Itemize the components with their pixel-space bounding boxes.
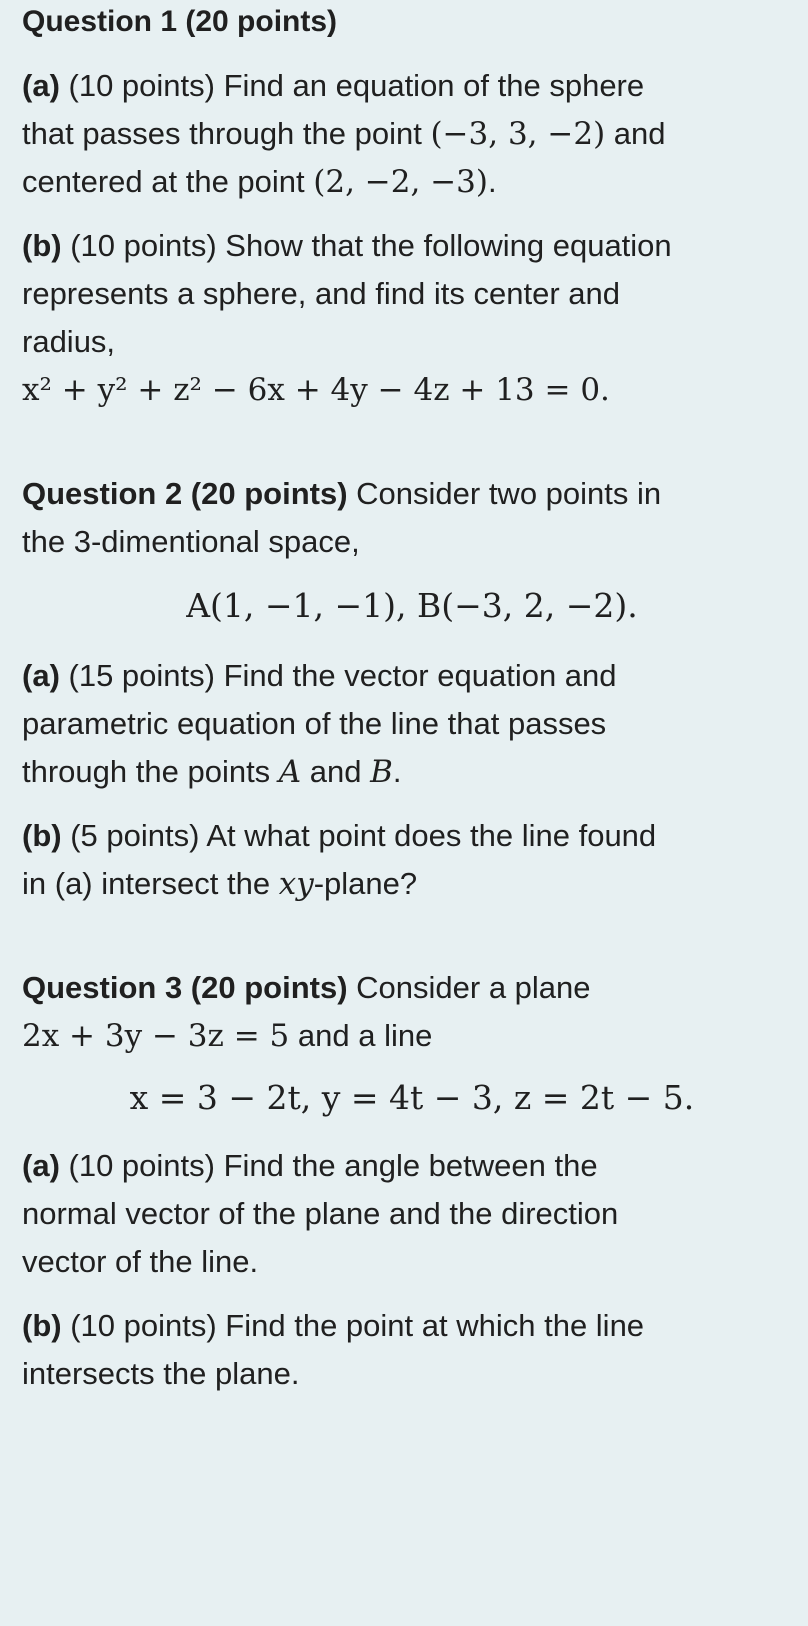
q1-part-a — [22, 62, 802, 110]
q2-a-line3-end: . — [392, 754, 402, 789]
q3-part-a — [22, 1142, 802, 1190]
q3-a-line1: (10 points) Find the angle between the — [68, 1148, 598, 1183]
q1-b-line1: (10 points) Show that the following equation — [70, 228, 672, 263]
question-2-title: Question 2 (20 points) — [22, 476, 348, 511]
q1-a-line3: centered at the point — [22, 164, 314, 199]
q2-part-b — [22, 812, 802, 860]
q1-a-tag: (a) — [22, 68, 60, 103]
q2-a-point-a: A — [278, 754, 302, 790]
q3-intro-line2: and a line — [289, 1018, 433, 1053]
q3-b-line1: (10 points) Find the point at which the line — [70, 1308, 645, 1343]
q2-a-and: and — [301, 754, 371, 789]
q2-a-line2: parametric equation of the line that passes — [22, 706, 607, 741]
q1-b-line2: represents a sphere, and find its center and — [22, 276, 620, 311]
q2-b-line2: in (a) intersect the — [22, 866, 279, 901]
q3-part-b — [22, 1302, 802, 1350]
q2-intro-line2: the 3-dimentional space, — [22, 524, 360, 559]
q3-a-line3: vector of the line. — [22, 1244, 259, 1279]
q1-a-line2-end: and — [605, 116, 666, 151]
q1-b-equation: x² + y² + z² − 6x + 4y − 4z + 13 = 0. — [22, 372, 610, 408]
question-1-title: Question 1 (20 points) — [22, 5, 338, 38]
q3-b-line2: intersects the plane. — [22, 1356, 300, 1391]
document-page — [22, 0, 802, 1626]
q2-a-point-b: B — [370, 754, 393, 790]
q3-plane-equation: 2x + 3y − 3z = 5 — [22, 1018, 290, 1054]
question-1 — [22, 0, 802, 414]
q1-b-line3: radius, — [22, 324, 116, 359]
q2-b-line2-end: -plane? — [313, 866, 418, 901]
q2-b-plane-var: xy — [278, 866, 314, 902]
q2-b-line1: (5 points) At what point does the line found — [70, 818, 657, 853]
q2-a-line1: (15 points) Find the vector equation and — [68, 658, 617, 693]
q1-a-point2: (2, −2, −3) — [313, 164, 488, 200]
question-2 — [22, 470, 802, 908]
q1-b-tag: (b) — [22, 228, 62, 263]
q2-intro-line1: Consider two points in — [347, 476, 662, 511]
q1-a-line1: (10 points) Find an equation of the sphere — [68, 68, 645, 103]
q2-points: A(1, −1, −1), B(−3, 2, −2). — [186, 586, 638, 625]
q1-part-b — [22, 222, 802, 270]
question-3 — [22, 964, 802, 1398]
q2-part-a — [22, 652, 802, 700]
q2-a-tag: (a) — [22, 658, 60, 693]
question-3-title: Question 3 (20 points) — [22, 970, 348, 1005]
q1-a-line2: that passes through the point — [22, 116, 431, 151]
q1-a-line3-end: . — [488, 164, 497, 199]
q3-intro-line1: Consider a plane — [347, 970, 591, 1005]
q3-a-line2: normal vector of the plane and the direction — [22, 1196, 619, 1231]
q2-b-tag: (b) — [22, 818, 62, 853]
q3-line-equation: x = 3 − 2t, y = 4t − 3, z = 2t − 5. — [129, 1078, 695, 1117]
q3-b-tag: (b) — [22, 1308, 62, 1343]
q1-a-point1: (−3, 3, −2) — [430, 116, 606, 152]
q2-a-line3: through the points — [22, 754, 279, 789]
q3-a-tag: (a) — [22, 1148, 60, 1183]
